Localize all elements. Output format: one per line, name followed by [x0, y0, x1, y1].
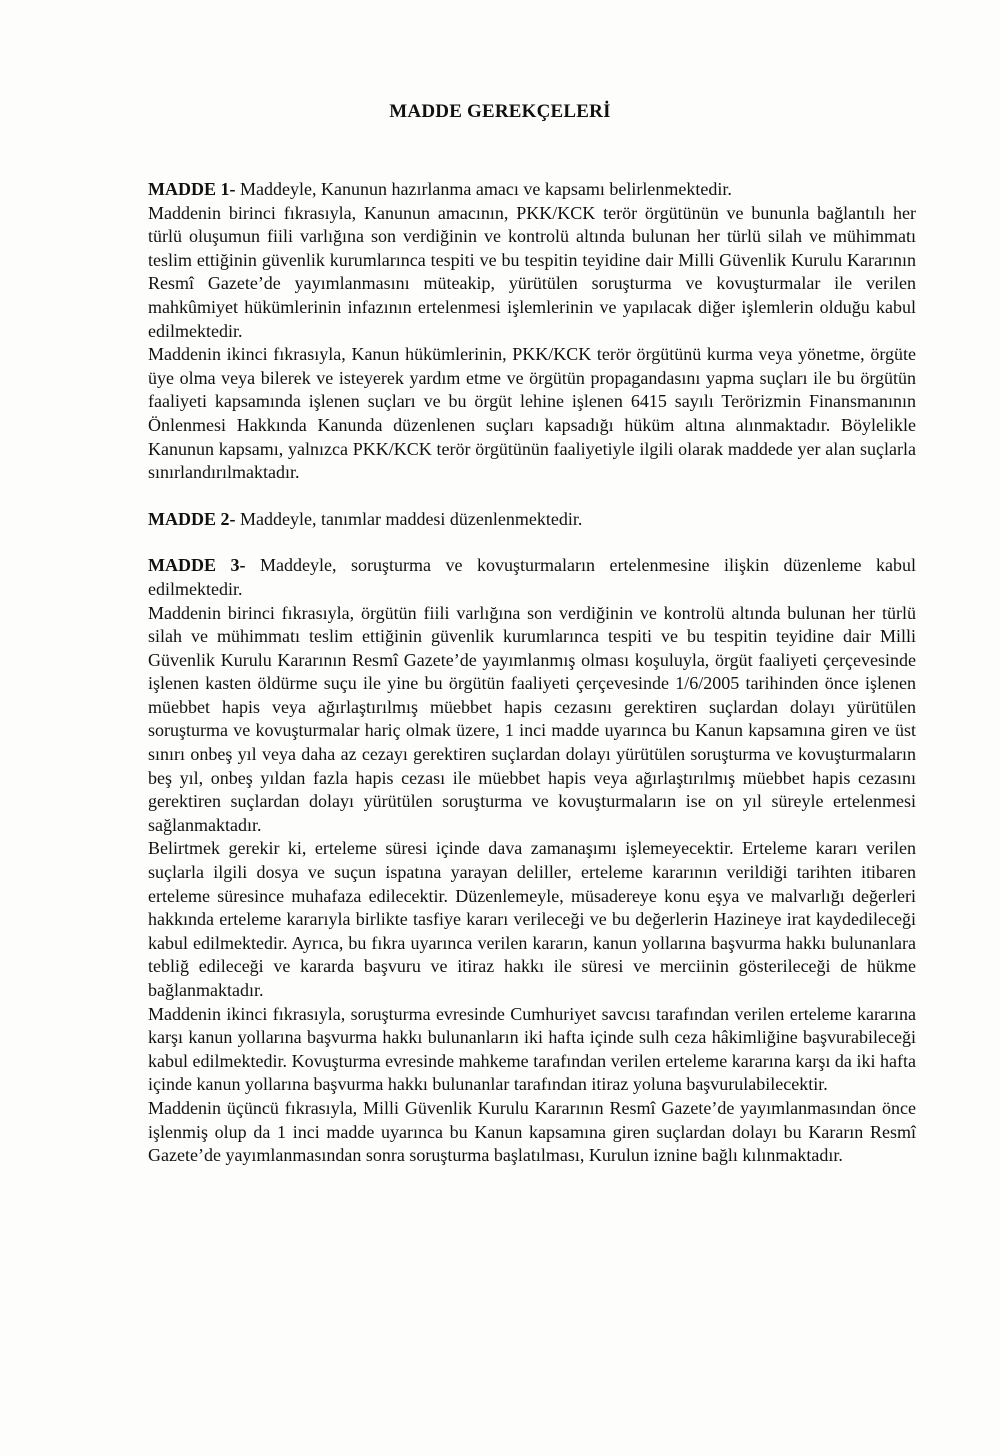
article-3-heading: MADDE 3- — [148, 555, 246, 576]
article-2-lead: Maddeyle, tanımlar maddesi düzenlenmektedir. — [235, 508, 583, 529]
section-spacer — [148, 531, 916, 554]
article-2-heading: MADDE 2- — [148, 508, 236, 529]
article-3-lead-paragraph — [148, 554, 916, 601]
article-3-paragraph-4-text: Maddenin üçüncü fıkrasıyla, Milli Güvenlik Kurulu Kararının Resmî Gazete’de yayımlanmasından önce işlenmiş olup da 1 inci madde uyarınca bu Kanun kapsamına giren suçlardan dolayı bu Kararın Resmî Gazete’de yayımlanmasından sonra soruşturma başlatılması, Kurulun iznine bağlı kılınmaktadır. — [148, 1097, 916, 1166]
article-3-paragraph-2-text: Belirtmek gerekir ki, erteleme süresi içinde dava zamanaşımı işlemeyecektir. Erteleme kararı verilen suçlarla ilgili dosya ve suçun ispatına yarayan deliller, erteleme kararının verildiği tarihten itibaren erteleme süresince muhafaza edilecektir. Düzenlemeyle, müsadereye konu eşya ve malvarlığı değerleri hakkında erteleme kararıyla birlikte tasfiye kararı verileceği ve bu değerlerin Hazineye irat kaydedileceği kabul edilmektedir. Ayrıca, bu fıkra uyarınca verilen kararın, kanun yollarına başvurma hakkı bulunanlara tebliğ edileceği ve kararda başvuru ve itiraz hakkı ile süresi ve merciinin gösterileceği de hükme bağlanmaktadır. — [148, 838, 916, 1000]
article-1 — [148, 178, 916, 485]
article-1-paragraph-1-text: Maddenin birinci fıkrasıyla, Kanunun amacının, PKK/KCK terör örgütünün ve bununla bağlantılı her türlü oluşumun fiili varlığına son verdiğinin ve kontrolü altında bulunan her türlü silah ve mühimmatı teslim ettiğinin güvenlik kurumlarınca tespiti ve bu tespitin teyidine dair Milli Güvenlik Kurulu Kararının Resmî Gazete’de yayımlanmasını müteakip, yürütülen soruşturma ve kovuşturmalar ile verilen mahkûmiyet hükümlerinin infazının ertelenmesi işlemlerinin ve yapılacak diğer işlemlerin olduğu kabul edilmektedir. — [148, 202, 916, 341]
article-1-heading: MADDE 1- — [148, 179, 236, 199]
article-2 — [148, 508, 916, 532]
section-spacer — [148, 485, 916, 508]
article-3-paragraph-4 — [148, 1097, 916, 1168]
article-1-lead-paragraph — [148, 178, 916, 202]
article-3-paragraph-1-text: Maddenin birinci fıkrasıyla, örgütün fiili varlığına son verdiğinin ve kontrolü altında bulunan her türlü silah ve mühimmatı teslim ettiğinin güvenlik kurumlarınca tespiti ve bu tespitin teyidine dair Milli Güvenlik Kurulu Kararının Resmî Gazete’de yayımlanmış olması koşuluyla, örgüt faaliyeti çerçevesinde işlenen kasten öldürme suçu ile yine bu örgütün faaliyeti çerçevesinde 1/6/2005 tarihinden önce işlenen müebbet hapis veya ağırlaştırılmış müebbet hapis cezasını gerektiren suçlardan dolayı yürütülen soruşturma ve kovuşturmalar hariç olmak üzere, 1 inci madde uyarınca bu Kanun kapsamına giren ve üst sınırı onbeş yıl veya daha az cezayı gerektiren suçlardan dolayı yürütülen soruşturma ve kovuşturmaların beş yıl, onbeş yıldan fazla hapis cezası ile müebbet hapis veya ağırlaştırılmış müebbet hapis cezasını gerektiren suçlardan dolayı yürütülen soruşturma ve kovuşturmaların ise on yıl süreyle ertelenmesi sağlanmaktadır. — [148, 602, 916, 835]
article-3-lead: Maddeyle, soruşturma ve kovuşturmaların ertelenmesine ilişkin düzenleme kabul edilmektedir. — [148, 555, 916, 599]
article-3-paragraph-3 — [148, 1003, 916, 1097]
article-3 — [148, 554, 916, 1167]
page-title: MADDE GEREKÇELERİ — [389, 101, 611, 122]
document-body — [148, 178, 916, 1168]
article-1-lead: Maddeyle, Kanunun hazırlanma amacı ve kapsamı belirlenmektedir. — [235, 179, 732, 199]
article-2-lead-paragraph — [148, 508, 916, 532]
article-1-paragraph-1 — [148, 202, 916, 344]
article-3-paragraph-2 — [148, 837, 916, 1002]
article-3-paragraph-3-text: Maddenin ikinci fıkrasıyla, soruşturma evresinde Cumhuriyet savcısı tarafından verilen erteleme kararına karşı kanun yollarına başvurma hakkı bulunanların iki hafta içinde sulh ceza hâkimliğine başvurabileceği kabul edilmektedir. Kovuşturma evresinde mahkeme tarafından verilen erteleme kararına karşı da iki hafta içinde kanun yollarına başvurma hakkı bulunanlar tarafından itiraz yoluna başvurulabilecektir. — [148, 1003, 916, 1095]
article-3-paragraph-1 — [148, 602, 916, 838]
article-1-paragraph-2-text: Maddenin ikinci fıkrasıyla, Kanun hükümlerinin, PKK/KCK terör örgütünü kurma veya yönetme, örgüte üye olma veya bilerek ve isteyerek yardım etme ve örgütün propagandasını yapma suçları ile bu örgütün faaliyeti kapsamında işlenen suçları ve bu örgüt lehine işlenen 6415 sayılı Terörizmin Finansmanının Önlenmesi Hakkında Kanunda düzenlenen suçları kapsadığı hüküm altına alınmaktadır. Böylelikle Kanunun kapsamı, yalnızca PKK/KCK terör örgütünün faaliyetiyle ilgili olarak maddede yer alan suçlarla sınırlandırılmaktadır. — [148, 344, 916, 483]
article-1-paragraph-2 — [148, 343, 916, 485]
